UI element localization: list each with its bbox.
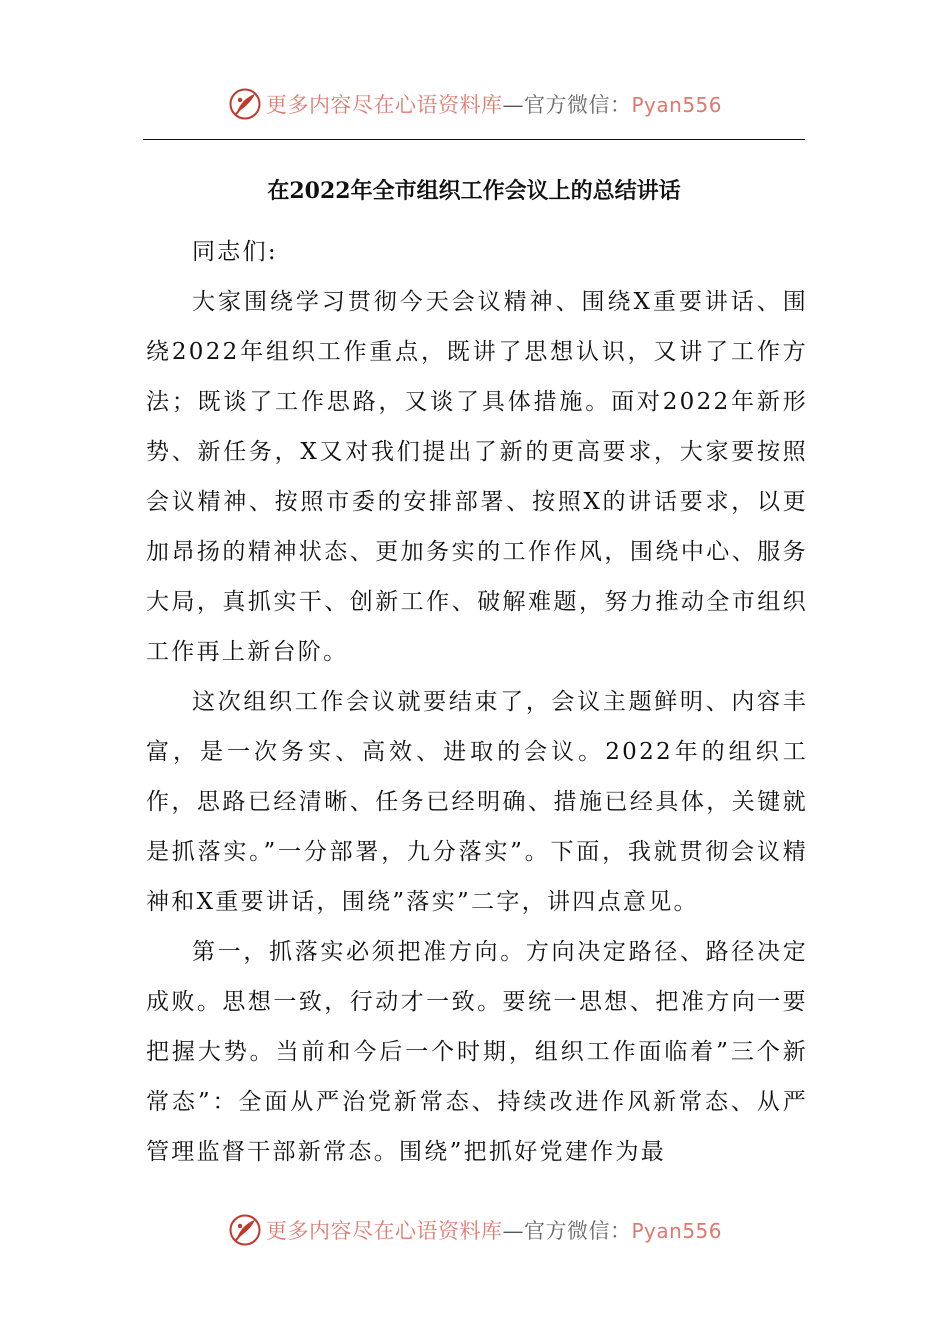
document-body — [146, 227, 808, 1177]
document-title: 在2022年全市组织工作会议上的总结讲话 — [267, 178, 681, 204]
brand-header — [0, 84, 950, 124]
brand-text — [266, 89, 722, 119]
wechat-id: Pyan556 — [631, 1219, 722, 1243]
paragraph: 这次组织工作会议就要结束了，会议主题鲜明、内容丰富，是一次务实、高效、进取的会议。2022年的组织工作，思路已经清晰、任务已经明确、措施已经具体，关键就是抓落实。”一分部署，九分落实”。下面，我就贯彻会议精神和X重要讲话，围绕”落实”二字，讲四点意见。 — [146, 689, 808, 915]
quill-pen-logo-icon — [228, 87, 262, 121]
wechat-id: Pyan556 — [631, 93, 722, 117]
paragraph: 第一，抓落实必须把准方向。方向决定路径、路径决定成败。思想一致，行动才一致。要统一思想、把准方向一要把握大势。当前和今后一个时期，组织工作面临着”三个新常态”：全面从严治党新常态、持续改进作风新常态、从严管理监督干部新常态。围绕”把抓好党建作为最 — [146, 939, 808, 1165]
brand-slogan: 更多内容尽在心语资料库 — [265, 1219, 503, 1243]
header-divider — [143, 139, 805, 140]
brand-text — [266, 1215, 722, 1245]
salutation: 同志们: — [192, 239, 278, 265]
brand-footer — [0, 1210, 950, 1250]
wechat-label: 官方微信： — [523, 93, 632, 117]
paragraph: 大家围绕学习贯彻今天会议精神、围绕X重要讲话、围绕2022年组织工作重点，既讲了思想认识，又讲了工作方法；既谈了工作思路，又谈了具体措施。面对2022年新形势、新任务，X又对我们提出了新的更高要求，大家要按照会议精神、按照市委的安排部署、按照X的讲话要求，以更加昂扬的精神状态、更加务实的工作作风，围绕中心、服务大局，真抓实干、创新工作、破解难题，努力推动全市组织工作再上新台阶。 — [146, 289, 808, 665]
brand-slogan: 更多内容尽在心语资料库 — [265, 93, 503, 117]
wechat-label: 官方微信： — [523, 1219, 632, 1243]
brand-separator: — — [502, 1219, 524, 1243]
brand-separator: — — [502, 93, 524, 117]
quill-pen-logo-icon — [228, 1213, 262, 1247]
